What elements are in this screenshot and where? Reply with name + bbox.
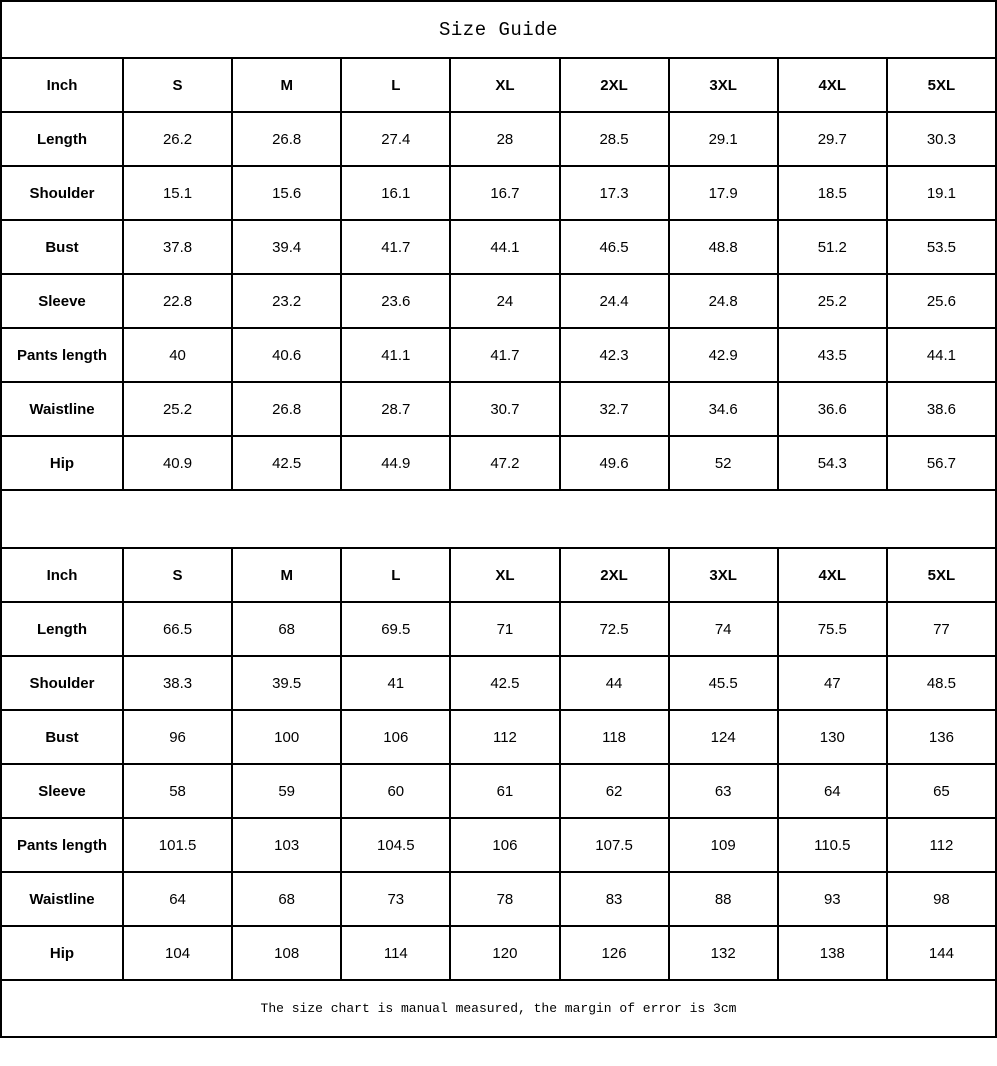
value-cell: 59 [232, 764, 341, 818]
value-cell: 41.7 [341, 220, 450, 274]
row-label: Bust [1, 220, 123, 274]
size-header-cell: 2XL [560, 548, 669, 602]
value-cell: 77 [887, 602, 996, 656]
measurement-row [1, 926, 996, 980]
value-cell: 45.5 [669, 656, 778, 710]
value-cell: 64 [123, 872, 232, 926]
row-label: Waistline [1, 872, 123, 926]
value-cell: 52 [669, 436, 778, 490]
measurement-row [1, 656, 996, 710]
value-cell: 138 [778, 926, 887, 980]
value-cell: 104.5 [341, 818, 450, 872]
value-cell: 96 [123, 710, 232, 764]
row-label: Shoulder [1, 656, 123, 710]
row-label: Shoulder [1, 166, 123, 220]
value-cell: 83 [560, 872, 669, 926]
value-cell: 15.1 [123, 166, 232, 220]
size-header-cell: S [123, 548, 232, 602]
size-header-cell: XL [450, 58, 559, 112]
value-cell: 18.5 [778, 166, 887, 220]
value-cell: 32.7 [560, 382, 669, 436]
value-cell: 112 [887, 818, 996, 872]
value-cell: 16.7 [450, 166, 559, 220]
value-cell: 29.7 [778, 112, 887, 166]
value-cell: 39.5 [232, 656, 341, 710]
value-cell: 53.5 [887, 220, 996, 274]
size-header-cell: 5XL [887, 548, 996, 602]
value-cell: 29.1 [669, 112, 778, 166]
value-cell: 109 [669, 818, 778, 872]
value-cell: 37.8 [123, 220, 232, 274]
value-cell: 58 [123, 764, 232, 818]
value-cell: 17.3 [560, 166, 669, 220]
size-header-cell: 4XL [778, 58, 887, 112]
measurement-row [1, 220, 996, 274]
value-cell: 44.1 [887, 328, 996, 382]
size-header-cell: 2XL [560, 58, 669, 112]
table-gap-spacer [0, 491, 997, 547]
measurement-row [1, 436, 996, 490]
value-cell: 48.5 [887, 656, 996, 710]
value-cell: 23.2 [232, 274, 341, 328]
size-header-cell: 5XL [887, 58, 996, 112]
value-cell: 66.5 [123, 602, 232, 656]
measurement-row [1, 112, 996, 166]
value-cell: 48.8 [669, 220, 778, 274]
value-cell: 26.8 [232, 112, 341, 166]
value-cell: 26.2 [123, 112, 232, 166]
value-cell: 56.7 [887, 436, 996, 490]
value-cell: 30.3 [887, 112, 996, 166]
value-cell: 42.3 [560, 328, 669, 382]
value-cell: 132 [669, 926, 778, 980]
value-cell: 107.5 [560, 818, 669, 872]
size-header-cell: M [232, 58, 341, 112]
size-header-cell: M [232, 548, 341, 602]
value-cell: 22.8 [123, 274, 232, 328]
value-cell: 68 [232, 602, 341, 656]
value-cell: 60 [341, 764, 450, 818]
value-cell: 68 [232, 872, 341, 926]
value-cell: 114 [341, 926, 450, 980]
value-cell: 112 [450, 710, 559, 764]
value-cell: 126 [560, 926, 669, 980]
unit-header-cell: Inch [1, 58, 123, 112]
value-cell: 106 [450, 818, 559, 872]
value-cell: 120 [450, 926, 559, 980]
value-cell: 38.6 [887, 382, 996, 436]
measurement-row [1, 274, 996, 328]
unit-header-cell: Inch [1, 548, 123, 602]
value-cell: 75.5 [778, 602, 887, 656]
value-cell: 30.7 [450, 382, 559, 436]
value-cell: 51.2 [778, 220, 887, 274]
value-cell: 62 [560, 764, 669, 818]
value-cell: 106 [341, 710, 450, 764]
measurement-row [1, 764, 996, 818]
value-cell: 34.6 [669, 382, 778, 436]
row-label: Length [1, 112, 123, 166]
value-cell: 15.6 [232, 166, 341, 220]
value-cell: 88 [669, 872, 778, 926]
value-cell: 73 [341, 872, 450, 926]
value-cell: 41 [341, 656, 450, 710]
size-header-cell: 3XL [669, 548, 778, 602]
header-row [1, 548, 996, 602]
size-header-cell: 4XL [778, 548, 887, 602]
value-cell: 44.1 [450, 220, 559, 274]
row-label: Sleeve [1, 764, 123, 818]
row-label: Length [1, 602, 123, 656]
value-cell: 104 [123, 926, 232, 980]
value-cell: 17.9 [669, 166, 778, 220]
value-cell: 65 [887, 764, 996, 818]
value-cell: 100 [232, 710, 341, 764]
size-table-inches [0, 57, 997, 491]
measurement-row [1, 382, 996, 436]
value-cell: 27.4 [341, 112, 450, 166]
value-cell: 28.7 [341, 382, 450, 436]
value-cell: 25.2 [778, 274, 887, 328]
measurement-row [1, 818, 996, 872]
row-label: Pants length [1, 328, 123, 382]
value-cell: 71 [450, 602, 559, 656]
value-cell: 40.6 [232, 328, 341, 382]
value-cell: 44 [560, 656, 669, 710]
page-title: Size Guide [0, 0, 997, 57]
measurement-row [1, 872, 996, 926]
value-cell: 130 [778, 710, 887, 764]
size-header-cell: XL [450, 548, 559, 602]
value-cell: 74 [669, 602, 778, 656]
row-label: Pants length [1, 818, 123, 872]
size-header-cell: L [341, 58, 450, 112]
value-cell: 72.5 [560, 602, 669, 656]
value-cell: 23.6 [341, 274, 450, 328]
value-cell: 41.1 [341, 328, 450, 382]
value-cell: 69.5 [341, 602, 450, 656]
value-cell: 64 [778, 764, 887, 818]
footer-note: The size chart is manual measured, the margin of error is 3cm [0, 981, 997, 1038]
value-cell: 38.3 [123, 656, 232, 710]
value-cell: 39.4 [232, 220, 341, 274]
size-header-cell: 3XL [669, 58, 778, 112]
measurement-row [1, 710, 996, 764]
value-cell: 42.5 [450, 656, 559, 710]
value-cell: 43.5 [778, 328, 887, 382]
value-cell: 24.8 [669, 274, 778, 328]
value-cell: 118 [560, 710, 669, 764]
row-label: Hip [1, 926, 123, 980]
value-cell: 25.2 [123, 382, 232, 436]
value-cell: 16.1 [341, 166, 450, 220]
value-cell: 42.9 [669, 328, 778, 382]
row-label: Bust [1, 710, 123, 764]
measurement-row [1, 166, 996, 220]
value-cell: 124 [669, 710, 778, 764]
value-cell: 42.5 [232, 436, 341, 490]
value-cell: 24 [450, 274, 559, 328]
value-cell: 47.2 [450, 436, 559, 490]
value-cell: 54.3 [778, 436, 887, 490]
value-cell: 78 [450, 872, 559, 926]
value-cell: 28 [450, 112, 559, 166]
value-cell: 103 [232, 818, 341, 872]
value-cell: 44.9 [341, 436, 450, 490]
value-cell: 108 [232, 926, 341, 980]
value-cell: 25.6 [887, 274, 996, 328]
value-cell: 19.1 [887, 166, 996, 220]
size-table-cm [0, 547, 997, 981]
value-cell: 41.7 [450, 328, 559, 382]
value-cell: 101.5 [123, 818, 232, 872]
value-cell: 136 [887, 710, 996, 764]
value-cell: 26.8 [232, 382, 341, 436]
row-label: Sleeve [1, 274, 123, 328]
value-cell: 93 [778, 872, 887, 926]
row-label: Hip [1, 436, 123, 490]
value-cell: 40 [123, 328, 232, 382]
value-cell: 24.4 [560, 274, 669, 328]
value-cell: 61 [450, 764, 559, 818]
value-cell: 47 [778, 656, 887, 710]
value-cell: 98 [887, 872, 996, 926]
measurement-row [1, 328, 996, 382]
value-cell: 40.9 [123, 436, 232, 490]
value-cell: 36.6 [778, 382, 887, 436]
size-header-cell: L [341, 548, 450, 602]
value-cell: 110.5 [778, 818, 887, 872]
value-cell: 28.5 [560, 112, 669, 166]
value-cell: 144 [887, 926, 996, 980]
value-cell: 63 [669, 764, 778, 818]
value-cell: 49.6 [560, 436, 669, 490]
row-label: Waistline [1, 382, 123, 436]
value-cell: 46.5 [560, 220, 669, 274]
size-header-cell: S [123, 58, 232, 112]
measurement-row [1, 602, 996, 656]
header-row [1, 58, 996, 112]
